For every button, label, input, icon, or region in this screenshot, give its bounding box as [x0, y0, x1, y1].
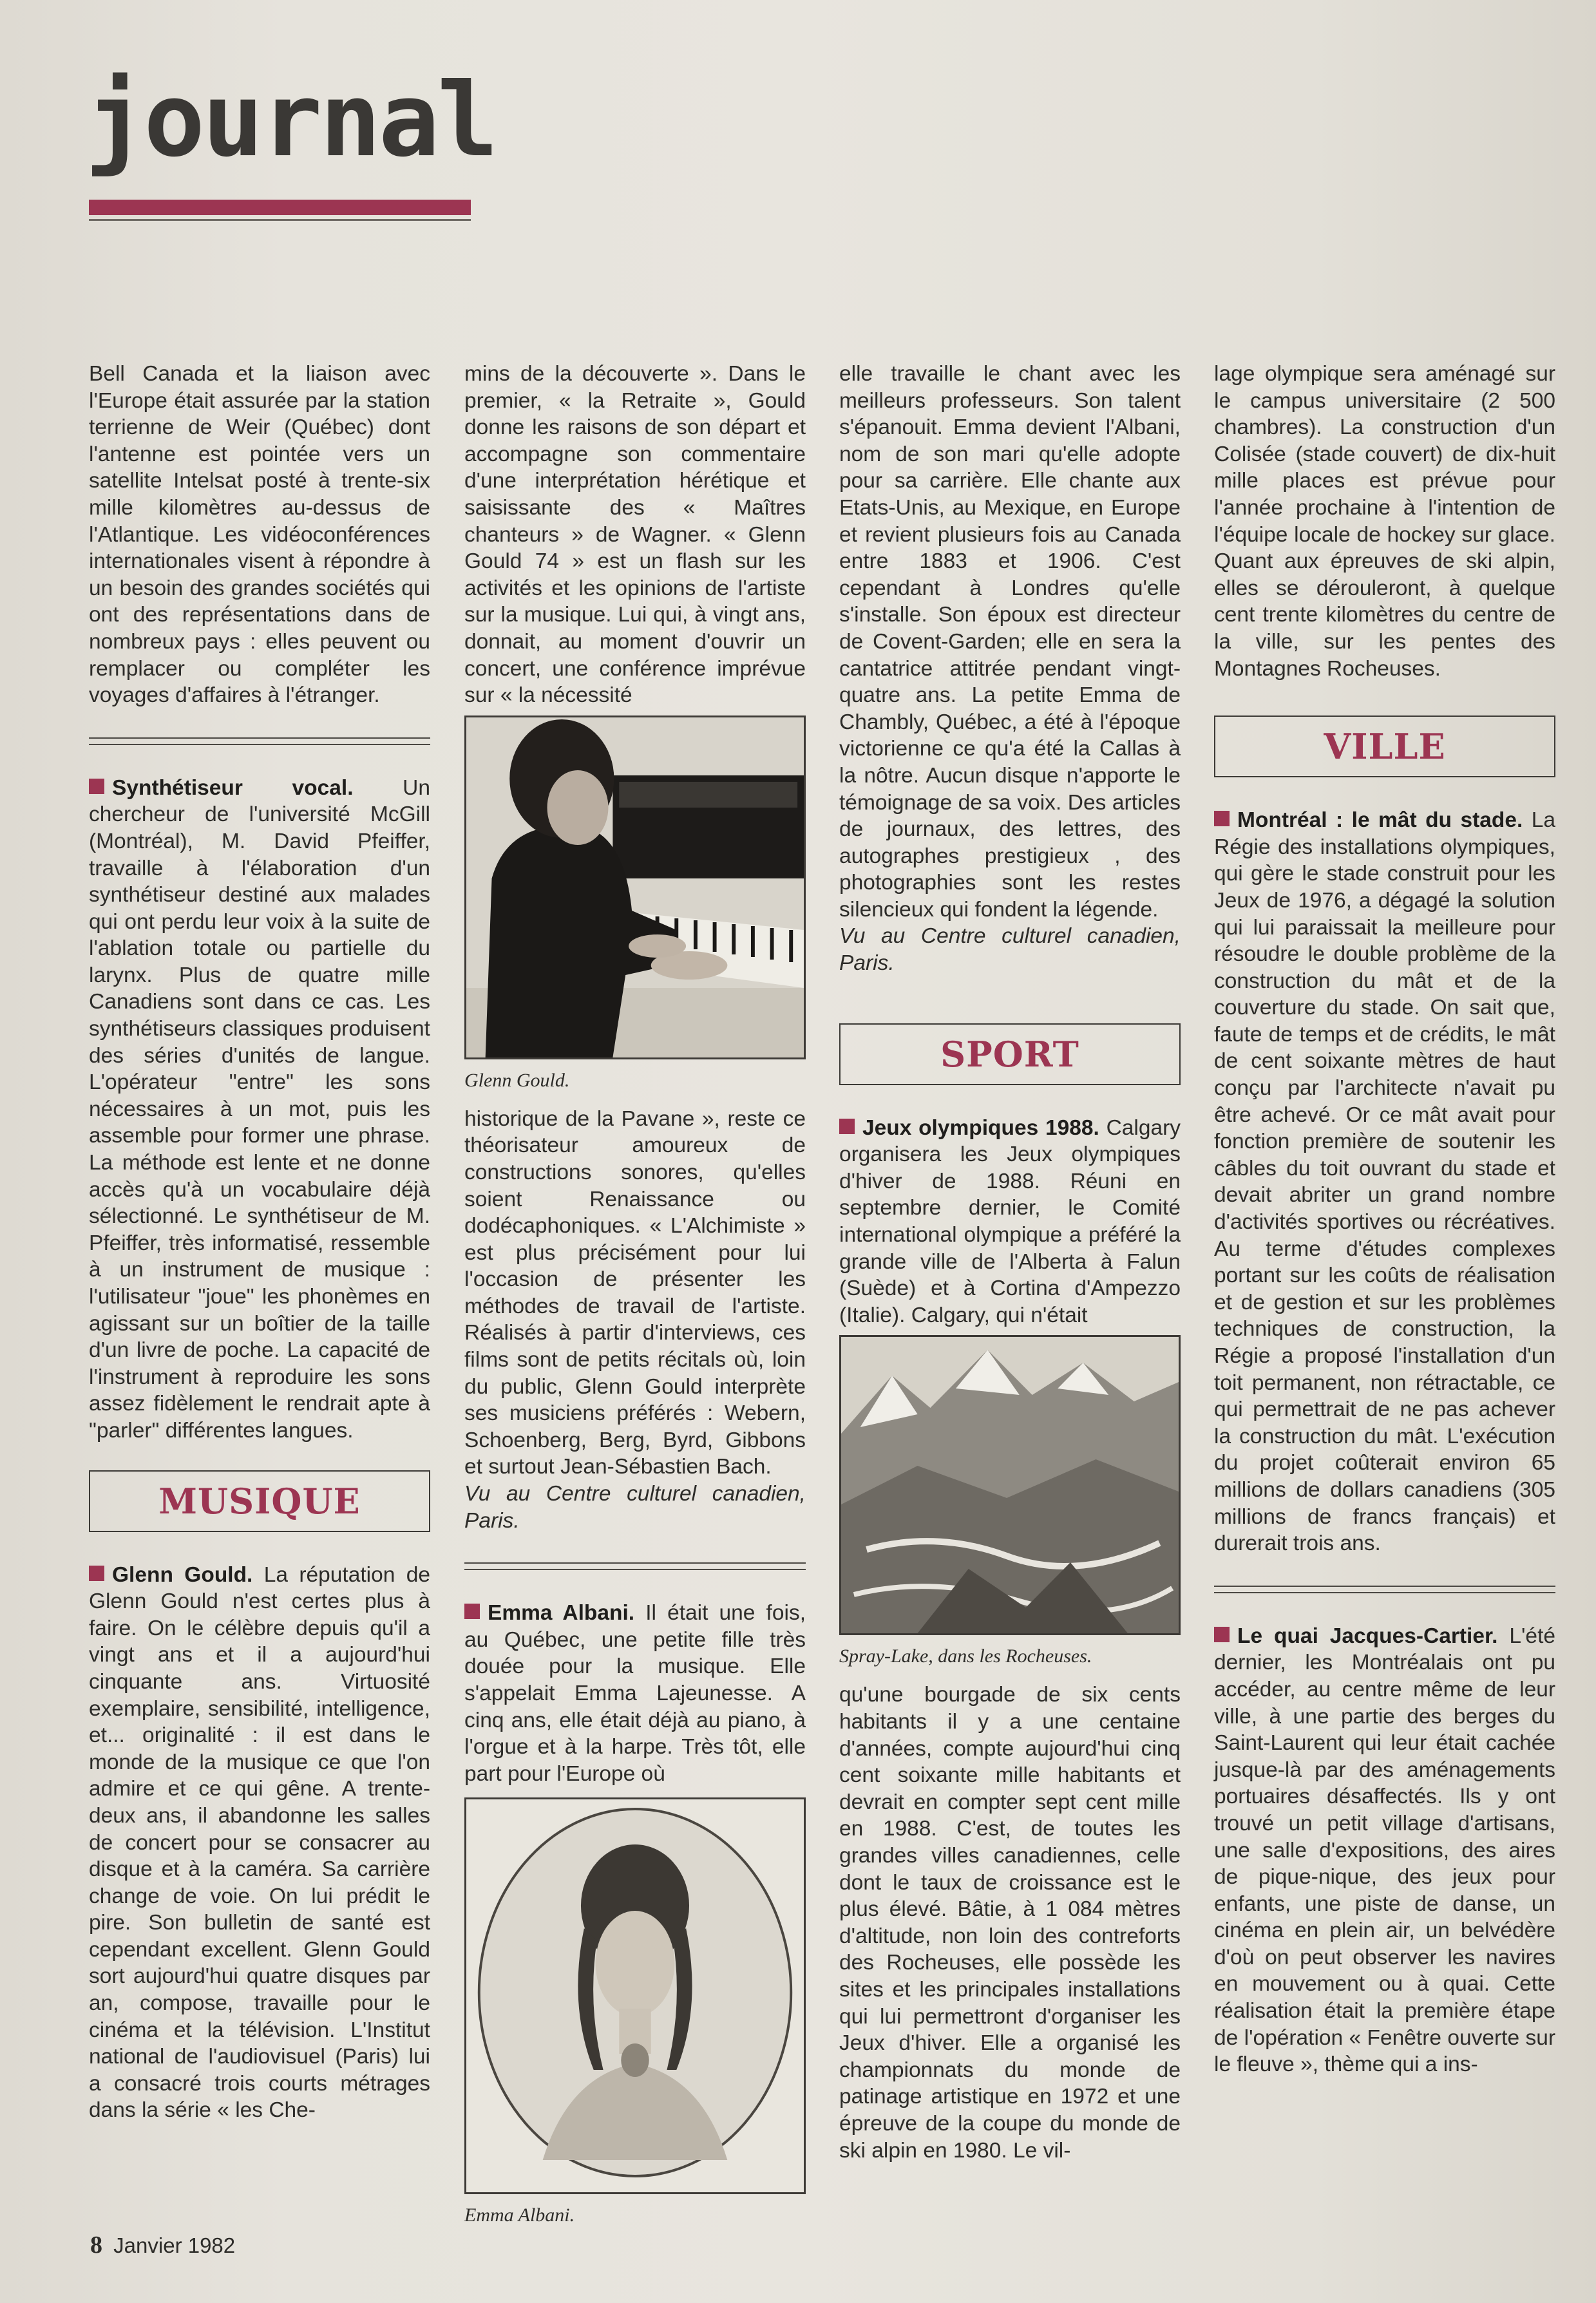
article-jeux-continued-2: lage olympique sera aménagé sur le campus universitaire (2 500 chambres). La construction d'un Colisée (stade couvert) de dix-huit mille places est prévue pour l'année prochaine à l'intention de l'équipe locale de hockey sur glace. Quant aux épreuves de ski alpin, elles se dérouleront, à quelque cent trente kilomètres du centre de la ville, sur les pentes des Montagnes Rocheuses. [1214, 362, 1555, 681]
article-albani-continued: elle travaille le chant avec les meilleurs professeurs. Son talent s'épanouit. Emma devient l'Albani, nom de son mari qu'elle adopte pour sa carrière. Elle chante aux Etats-Unis, au Mexique, en Europe et revient plusieurs fois au Canada entre 1883 et 1906. C'est cependant à Londres qu'elle s'installe. Son époux est directeur de Covent-Garden; elle en sera la cantatrice attitrée pendant vingt-quatre ans. La petite Emma de Chambly, Québec, a été à l'époque victorienne ce qu'a été la Callas à la nôtre. Aucun disque n'apporte le témoignage de sa voix. Des articles de journaux, des lettres, des autographes prestigieux , des photographies sont les restes silencieux qui fondent la légende. [839, 362, 1181, 922]
photo-caption: Glenn Gould. [464, 1069, 570, 1091]
bullet-square-icon [89, 1566, 104, 1581]
article-glenn-gould [89, 1562, 430, 2124]
article-body: Il était une fois, au Québec, une petite fille très douée pour la musique. Elle s'appelait Emma Lajeunesse. A cinq ans, elle était déjà au piano, à l'orgue et à la harpe. Très tôt, elle part pour l'Europe où [464, 1601, 806, 1786]
bullet-square-icon [89, 779, 104, 794]
article-gould-continued: mins de la découverte ». Dans le premier, « la Retraite », Gould donne les raisons de son départ et accompagne son commentaire d'une interprétation hérétique et saisissante des « Maîtres chanteurs » de Wagner. « Glenn Gould 74 » est un flash sur les activités et les opinions de l'artiste sur la musique. Lui qui, à vingt ans, donnait, au moment d'ouvrir un concert, une conférence imprévue sur « la nécessité [464, 362, 806, 708]
article-mat-du-stade [1214, 807, 1555, 1557]
article-body: La Régie des installations olympiques, qui gère le stade construit pour les Jeux de 1976, a dégagé la solution qui lui paraissait la meilleure pour résoudre le double problème de la construction du mât et de la couverture du stade. On sait que, faute de temps et de crédits, le mât de cent soixante mètres de haut conçu par l'architecte n'avait pu être achevé. Or ce mât avait pour fonction première de soutenir les câbles du toit ouvrant du stade et devait abriter un grand nombre d'activités sportives ou récréatives. Au terme d'études complexes portant sur les coûts de réalisation et de gestion et sur les problèmes techniques de construction, la Régie a proposé l'installation d'un toit permanent, non rétractable, ce qui permettrait de ne pas achever la construction du mât. L'exécution du projet coûterait environ 65 millions de dollars canadiens (305 millions de francs français) et durerait trois ans. [1214, 808, 1556, 1556]
glenn-gould-photo [464, 716, 806, 1059]
emma-albani-portrait [464, 1797, 806, 2194]
mountain-aerial-illustration [841, 1337, 1179, 1633]
article-lead: Synthétiseur vocal. [112, 775, 354, 800]
article-telecom-tail: Bell Canada et la liaison avec l'Europe était assurée par la station terrienne de Weir (Québec) dont l'antenne est pointée vers un satellite Intelsat posté à trente-six mille kilomètres au-dessus de l'Atlantique. Les vidéoconférences internationales visent à répondre à un besoin des grandes sociétés qui ont des représentations dans de nombreux pays : elles peuvent ou remplacer ou compléter les voyages d'affaires à l'étranger. [89, 362, 430, 708]
article-body: L'été dernier, les Montréalais ont pu accéder, au centre même de leur ville, à une partie des berges du Saint-Laurent qui leur était cachée jusque-là par des aménagements portuaires désaffectés. Ils y ont trouvé un petit village d'artisans, une salle d'expositions, des aires de pique-nique, des jeux pour enfants, une piste de danse, un cinéma en plein air, un belvédère d'où on peut observer les navires en mouvement ou à quai. Cette réalisation était la première étape de l'opération « Fenêtre ouverte sur le fleuve », thème qui a ins- [1214, 1624, 1556, 2077]
photo-caption: Spray-Lake, dans les Rocheuses. [839, 1645, 1092, 1667]
portrait-engraving [466, 1799, 804, 2192]
article-credit: Vu au Centre culturel canadien, Paris. [839, 924, 1181, 976]
spray-lake-photo [839, 1335, 1181, 1635]
article-lead: Montréal : le mât du stade. [1237, 808, 1523, 833]
pianist-illustration [466, 717, 804, 1057]
article-body: Calgary organisera les Jeux olympiques d'hiver de 1988. Réuni en septembre dernier, le Comité international olympique a préféré la grande ville de l'Alberta à Falun (Suède) et à Cortina d'Ampezzo (Italie). Calgary, qui n'était [839, 1115, 1181, 1327]
section-header-ville [1214, 716, 1555, 777]
bullet-square-icon [839, 1119, 855, 1134]
masthead-title: journal [85, 61, 496, 180]
article-lead: Emma Albani. [488, 1601, 635, 1625]
bullet-square-icon [464, 1604, 480, 1619]
article-jeux-olympiques [839, 1115, 1181, 1329]
masthead-accent-bar [89, 200, 471, 215]
article-lead: Jeux olympiques 1988. [862, 1115, 1099, 1140]
column-3 [839, 361, 1181, 2228]
column-1 [89, 361, 430, 2228]
section-title: VILLE [1324, 726, 1446, 768]
article-synthetiseur [89, 775, 430, 1445]
article-lead: Glenn Gould. [112, 1562, 253, 1587]
article-separator [1214, 1586, 1555, 1593]
article-gould-continued-2: historique de la Pavane », reste ce théorisateur amoureux de constructions sonores, qu'elles soient Renaissance ou dodécaphoniques. « L'Alchimiste » est plus précisément pour lui l'occasion de présenter les méthodes de travail de l'artiste. Réalisés à partir d'interviews, ces films sont de petits récitals où, loin du public, Glenn Gould interprète ses musiciens préférés : Webern, Schoenberg, Berg, Byrd, Gibbons et surtout Jean-Sébastien Bach. [464, 1106, 806, 1479]
column-4 [1214, 361, 1555, 2228]
section-header-musique [89, 1470, 430, 1532]
section-header-sport [839, 1023, 1181, 1085]
article-body: Un chercheur de l'université McGill (Montréal), M. David Pfeiffer, travaille à l'élaboration d'un synthétiseur destiné aux malades qui ont perdu leur voix à la suite de l'ablation totale ou partielle du larynx. Plus de quatre mille Canadiens sont dans ce cas. Les synthétiseurs classiques produisent des séries d'unités de langue. L'opérateur "entre" les sons nécessaires à un mot, puis les assemble pour former une phrase. La méthode est lente et ne donne accès qu'à un vocabulaire déjà sélectionné. Le synthétiseur de M. Pfeiffer, très informatisé, ressemble à un instrument de musique : l'utilisateur "joue" les phonèmes en agissant sur un boîtier de la taille d'un livre de poche. La capacité de l'instrument à reproduire les sons assez fidèlement le rendrait apte à "parler" différentes langues. [89, 775, 430, 1443]
article-body: La réputation de Glenn Gould n'est certes plus à faire. On le célèbre depuis qu'il a vingt ans et il a aujourd'hui cinquante ans. Virtuosité exemplaire, sensibilité, intelligence, et... originalité : il est dans le monde de la musique ce que l'on admire et ce qui gêne. A trente-deux ans, il abandonne les salles de concert pour se consacrer au disque et à la caméra. Sa carrière change de voie. On lui prédit le pire. Son bulletin de santé est cependant excellent. Glenn Gould sort aujourd'hui quatre disques par an, compose, travaille pour le cinéma et la télévision. L'Institut national de l'audiovisuel (Paris) lui a consacré trois courts métrages dans la série « les Che- [89, 1562, 430, 2123]
issue-date: Janvier 1982 [113, 2233, 236, 2257]
article-credit: Vu au Centre culturel canadien, Paris. [464, 1482, 806, 1533]
column-2 [464, 361, 806, 2228]
article-jeux-continued: qu'une bourgade de six cents habitants il y a une centaine d'années, compte aujourd'hui cinq cent soixante mille habitants et devrait en compter sept cent mille en 1988. C'est, de toutes les grandes villes canadiennes, celle dont le taux de croissance est le plus élevé. Bâtie, à 1 084 mètres d'altitude, non loin des contreforts des Rocheuses, elle possède les sites et les principales installations qui lui permettront d'organiser les Jeux d'hiver. Elle a organisé les championnats du monde de patinage artistique en 1972 et une épreuve de la coupe du monde de ski alpin en 1980. Le vil- [839, 1683, 1181, 2163]
article-quai-jacques-cartier [1214, 1623, 1555, 2078]
article-emma-albani [464, 1600, 806, 1787]
article-separator [89, 737, 430, 745]
masthead-rule [89, 219, 471, 221]
bullet-square-icon [1214, 811, 1230, 826]
article-lead: Le quai Jacques-Cartier. [1237, 1624, 1498, 1648]
page-footer [90, 2231, 235, 2259]
article-separator [464, 1562, 806, 1570]
section-title: SPORT [940, 1033, 1079, 1075]
bullet-square-icon [1214, 1627, 1230, 1642]
page-number: 8 [90, 2232, 102, 2259]
section-title: MUSIQUE [158, 1480, 361, 1522]
photo-caption: Emma Albani. [464, 2204, 575, 2226]
